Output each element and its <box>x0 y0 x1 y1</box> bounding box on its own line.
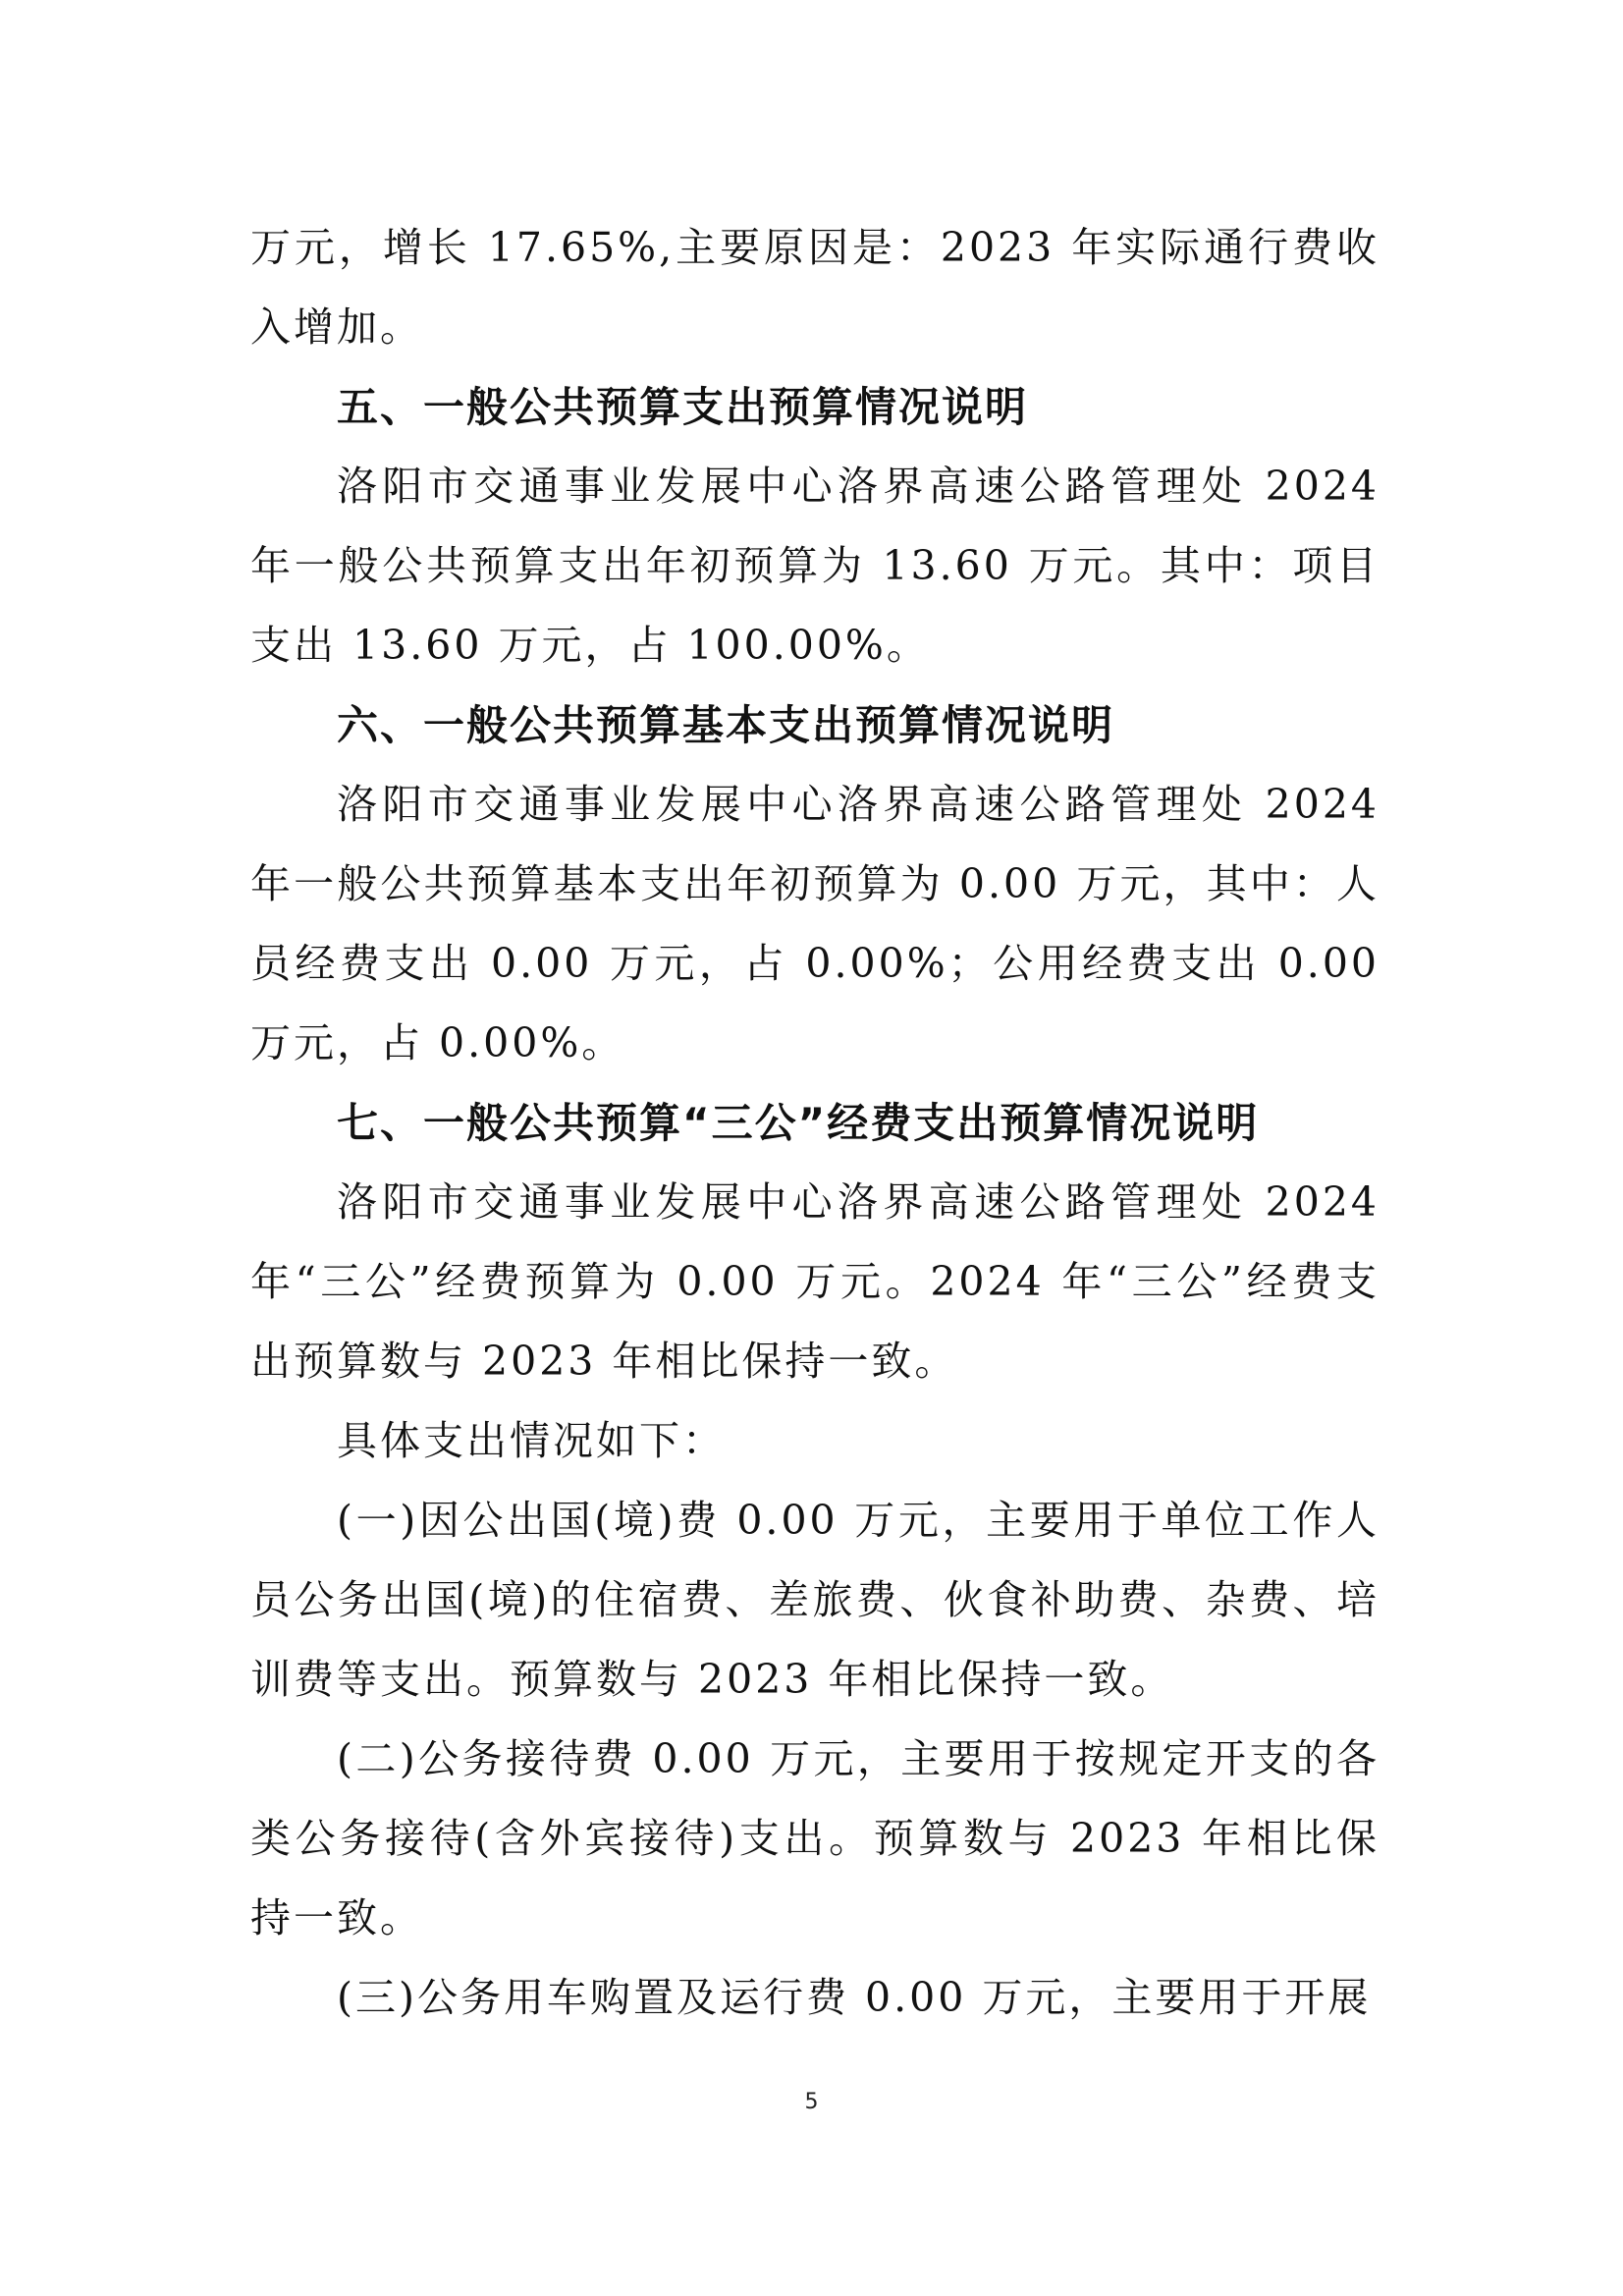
heading-section-6: 六、一般公共预算基本支出预算情况说明 <box>337 701 1115 749</box>
paragraph-official-vehicles: (三)公务用车购置及运行费 0.00 万元，主要用于开展 <box>337 1974 1372 2021</box>
document-body <box>250 208 1380 2038</box>
heading-section-7: 七、一般公共预算“三公”经费支出预算情况说明 <box>337 1099 1260 1147</box>
paragraph-overseas-travel: (一)因公出国(境)费 0.00 万元，主要用于单位工作人员公务出国(境)的住宿费、差旅费、伙食补助费、杂费、培训费等支出。预算数与 2023 年相比保持一致。 <box>250 1497 1380 1703</box>
paragraph-basic-expenditure: 洛阳市交通事业发展中心洛界高速公路管理处 2024 年一般公共预算基本支出年初预算为 0.00 万元，其中：人员经费支出 0.00 万元，占 0.00%；公用经费支出 0.00 万元，占 0.00%。 <box>250 781 1380 1066</box>
heading-section-5: 五、一般公共预算支出预算情况说明 <box>337 383 1029 431</box>
paragraph-revenue-increase: 万元，增长 17.65%,主要原因是：2023 年实际通行费收入增加。 <box>250 224 1380 351</box>
paragraph-details-intro: 具体支出情况如下： <box>337 1417 726 1464</box>
paragraph-expenditure-budget: 洛阳市交通事业发展中心洛界高速公路管理处 2024 年一般公共预算支出年初预算为 13.60 万元。其中：项目支出 13.60 万元，占 100.00%。 <box>250 463 1380 669</box>
paragraph-three-public-expenses: 洛阳市交通事业发展中心洛界高速公路管理处 2024 年“三公”经费预算为 0.00 万元。2024 年“三公”经费支出预算数与 2023 年相比保持一致。 <box>250 1178 1380 1385</box>
paragraph-official-reception: (二)公务接待费 0.00 万元，主要用于按规定开支的各类公务接待(含外宾接待)支出。预算数与 2023 年相比保持一致。 <box>250 1735 1380 1941</box>
page-number: 5 <box>804 2090 819 2114</box>
